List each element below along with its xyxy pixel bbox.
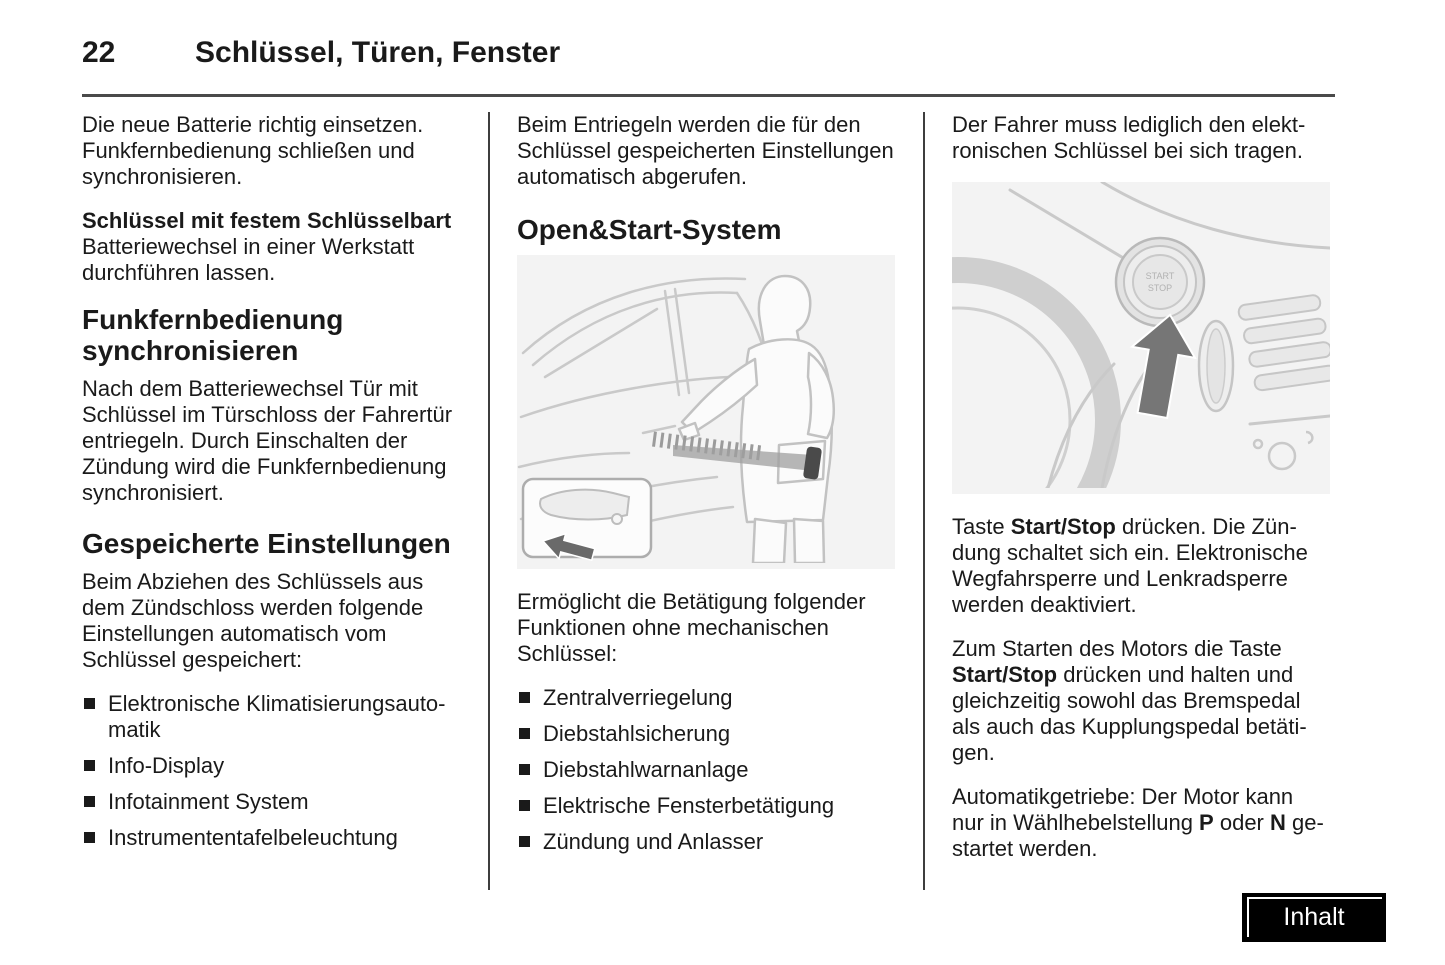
page-number: 22 (82, 36, 116, 69)
list-item (82, 825, 460, 851)
text-run: drücken. Die Zündung schaltet sich ein. Elektronische Wegfahrsperre und Lenkradsperre werden deaktiviert. (952, 514, 1308, 617)
open-start-functions-list (517, 685, 895, 855)
text-run-bold: Start/Stop (952, 662, 1058, 687)
paragraph (952, 636, 1330, 766)
column-1 (82, 112, 460, 890)
text-run: Taste (952, 514, 1011, 539)
page-title: Schlüssel, Türen, Fenster (195, 36, 561, 69)
bullet-square-icon (84, 760, 95, 771)
paragraph: Nach dem Batteriewechsel Tür mit Schlüssel im Türschloss der Fahrertür entriegeln. Durch Einschalten der Zündung wird die Funkfernbedienung synchronisiert. (82, 376, 453, 505)
heading-sync-remote: Funkfernbedienung synchronisieren (82, 304, 344, 366)
paragraph (952, 784, 1330, 862)
list-item (517, 793, 895, 819)
list-item (82, 753, 460, 779)
door-handle-inset (523, 479, 651, 563)
heading-open-start-system: Open&Start-System (517, 214, 782, 245)
heading-saved-settings: Gespeicherte Einstellungen (82, 528, 451, 559)
start-stop-button-icon (1116, 238, 1204, 326)
list-item (82, 789, 460, 815)
bullet-square-icon (84, 698, 95, 709)
bullet-square-icon (519, 800, 530, 811)
dashboard-drawing (952, 182, 1330, 488)
list-item-label: Diebstahlsicherung (543, 721, 731, 746)
list-item (517, 829, 895, 855)
list-item-label: Infotainment System (108, 789, 309, 814)
text-run: oder (1213, 810, 1270, 835)
stop-label: STOP (1147, 283, 1173, 293)
paragraph: Ermöglicht die Betätigung folgender Funktionen ohne mechanischen Schlüssel: (517, 589, 866, 666)
paragraph: Beim Entriegeln werden die für den Schlüssel gespeicherten Einstellungen automatisch abgerufen. (517, 112, 894, 189)
text-run-bold: Start/Stop (1010, 514, 1116, 539)
inhalt-button-label: Inhalt (1283, 903, 1345, 931)
column-divider (488, 112, 490, 890)
column-3 (952, 112, 1330, 890)
paragraph: Die neue Batterie richtig einsetzen. Funkfernbedienung schließen und synchronisieren. (82, 112, 424, 189)
column-divider (923, 112, 925, 890)
list-item-label: Elektrische Fensterbetätigung (543, 793, 835, 818)
list-item-label: Zündung und Anlasser (543, 829, 764, 854)
list-item-label: Diebstahlwarnanlage (543, 757, 749, 782)
car-unlock-drawing (517, 255, 895, 563)
text-run: Automatikgetriebe: Der Motor kann nur in Wählhebelstellung (952, 784, 1294, 835)
paragraph (952, 514, 1330, 618)
list-item-label: Instrumententafelbeleuchtung (108, 825, 398, 850)
list-item-label: Zentralverriegelung (543, 685, 733, 710)
page-content (82, 112, 1330, 890)
text-run: drücken und halten und gleichzeitig sowohl das Bremspedal als auch das Kupplungspedal betätigen. (952, 662, 1307, 765)
inhalt-button[interactable] (1242, 893, 1386, 942)
bullet-square-icon (519, 764, 530, 775)
bullet-square-icon (84, 832, 95, 843)
start-label: START (1145, 271, 1175, 281)
car-unlock-illustration (517, 255, 895, 569)
list-item (517, 757, 895, 783)
list-item (517, 685, 895, 711)
start-stop-button-illustration (952, 182, 1330, 494)
list-item (82, 691, 460, 743)
list-item-label: Elektronische Klimatisierungsautomatik (108, 691, 446, 742)
paragraph: Batteriewechsel in einer Werkstatt durchführen lassen. (82, 234, 415, 285)
paragraph: Beim Abziehen des Schlüssels aus dem Zündschloss werden folgende Einstellungen automatisch vom Schlüssel gespeichert: (82, 569, 424, 672)
saved-settings-list (82, 691, 460, 851)
text-run: Zum Starten des Motors die Taste (952, 636, 1282, 661)
bullet-square-icon (519, 836, 530, 847)
text-run: gestartet werden. (952, 810, 1324, 861)
page-header (82, 36, 1335, 70)
subheading-fixed-key: Schlüssel mit festem Schlüsselbart (82, 208, 452, 233)
paragraph: Der Fahrer muss lediglich den elektronischen Schlüssel bei sich tragen. (952, 112, 1306, 163)
bullet-square-icon (84, 796, 95, 807)
list-item (517, 721, 895, 747)
text-run-bold: P (1199, 810, 1214, 835)
list-item-label: Info-Display (108, 753, 225, 778)
column-2 (517, 112, 895, 890)
header-rule (82, 94, 1335, 97)
bullet-square-icon (519, 692, 530, 703)
bullet-square-icon (519, 728, 530, 739)
text-run-bold: N (1270, 810, 1286, 835)
